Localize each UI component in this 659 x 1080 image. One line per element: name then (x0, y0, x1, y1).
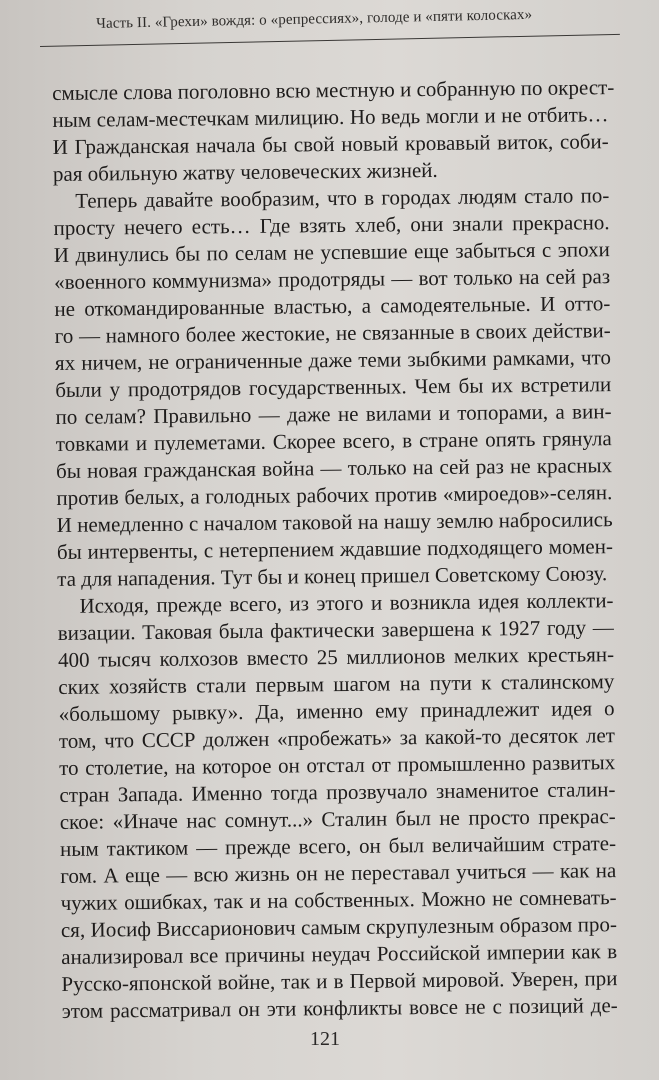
text-line: были у продотрядов государственных. Чем бы их встретили (55, 372, 612, 402)
text-line: Теперь давайте вообразим, что в городах людям стало по- (75, 183, 610, 213)
text-line: том, что СССР должен «пробежать» за какой-то десяток лет (58, 723, 616, 753)
text-line: товками и пулеметами. Скорее всего, в стране опять грянула (55, 426, 612, 456)
text-line: 400 тысяч колхозов вместо 25 миллионов мелких крестьян- (57, 642, 615, 672)
body-text (52, 74, 618, 1025)
text-line: «большому рывку». Да, именно ему принадлежит идея о (58, 696, 615, 726)
text-line: стран Запада. Именно тогда прозвучало знаменитое сталин- (59, 777, 616, 807)
text-line: не откомандированные властью, а самодеятельные. И отто- (54, 291, 611, 321)
page-number: 121 (310, 1028, 340, 1050)
text-line: ным тактиком — прежде всего, он был величайшим страте- (59, 831, 617, 861)
text-line: то столетие, на которое он отстал от промышленно развитых (59, 750, 616, 780)
text-line: чужих ошибках, так и на собственных. Можно не сомневать- (60, 885, 617, 915)
text-line: смысле слова поголовно всю местную и собранную по окрест- (52, 75, 615, 105)
text-line: визации. Таковая была фактически завершена к 1927 году — (57, 615, 614, 645)
text-line: ным селам-местечкам милицию. Но ведь могли и не отбить… (52, 102, 609, 132)
text-line: против белых, а голодных рабочих против «мироедов»-селян. (56, 480, 613, 510)
header-rule (40, 34, 620, 47)
text-line: «военного коммунизма» продотряды — вот только на сей раз (53, 264, 611, 294)
text-line: та для нападения. Тут бы и конец пришел Советскому Союзу. (57, 561, 608, 591)
text-line: этом рассматривал он эти конфликты вовсе не с позиций де- (61, 993, 618, 1023)
text-line: го — намного более жестокие, не связанные в своих действи- (54, 318, 611, 348)
text-line: рая обильную жатву человеческих жизней. (52, 157, 438, 186)
text-line: ское: «Иначе нас сомнут...» Сталин был не просто прекрас- (59, 804, 616, 834)
text-line: И Гражданская начала бы свой новый кровавый виток, соби- (52, 129, 609, 159)
text-line: И немедленно с началом таковой на нашу землю набросились (56, 507, 613, 537)
text-line: бы новая гражданская война — только на сей раз не красных (55, 453, 613, 483)
text-line: ских хозяйств стали первым шагом на пути к сталинскому (58, 669, 615, 699)
text-line: по селам? Правильно — даже не вилами и топорами, а вин- (55, 399, 612, 429)
text-line: И двинулись бы по селам не успевшие еще забыться с эпохи (53, 237, 610, 267)
text-line: гом. А еще — всю жизнь он не переставал учиться — как на (60, 858, 617, 888)
text-line: Исходя, прежде всего, из этого и возникла идея коллекти- (79, 588, 614, 618)
running-header: Часть II. «Грехи» вождя: о «репрессиях», голоде и «пяти колосках» (96, 6, 533, 32)
text-line: ях ничем, не ограниченные даже теми зыбкими рамками, что (54, 345, 612, 375)
text-line: ся, Иосиф Виссарионович самым скрупулезным образом про- (60, 912, 617, 942)
text-line: просту нечего есть… Где взять хлеб, они знали прекрасно. (53, 210, 610, 240)
text-line: анализировал все причины неудач Российской империи как в (61, 939, 618, 969)
text-line: Русско-японской войне, так и в Первой мировой. Уверен, при (61, 966, 618, 996)
text-line: бы интервенты, с нетерпением ждавшие подходящего момен- (56, 534, 614, 564)
